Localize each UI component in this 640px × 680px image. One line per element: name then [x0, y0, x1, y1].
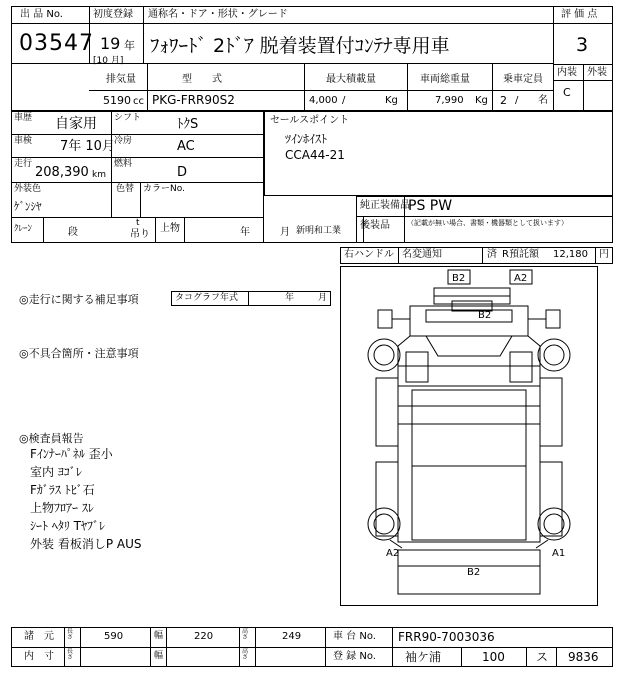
- width-label: 幅: [154, 631, 164, 641]
- equipment-label: 純正装備品: [360, 200, 410, 211]
- vehicle-name: ﾌｫﾜｰﾄﾞ 2ﾄﾞｱ 脱着装置付ｺﾝﾃﾅ専用車: [150, 35, 450, 57]
- height-label: 高さ: [242, 628, 249, 641]
- report-item-2: 室内 ﾖｺﾞﾚ: [30, 465, 82, 479]
- height-value: 249: [282, 631, 302, 642]
- interior-grade-label: 内装: [557, 67, 577, 78]
- inspector-report-label: ◎検査員報告: [19, 432, 84, 445]
- km-unit: km: [92, 170, 106, 180]
- reg-label: 登 録 No.: [333, 651, 376, 662]
- body-label: 上物: [160, 223, 180, 234]
- fuel-value: D: [177, 165, 188, 180]
- tachograph-year: 年: [285, 293, 295, 303]
- mark-cab-front-left: B2: [452, 273, 466, 284]
- chassis-label: 車 台 No.: [333, 631, 376, 642]
- mileage-label: 走行: [14, 159, 33, 169]
- after-market-label: 後装品: [360, 220, 390, 231]
- truck-damage-diagram: [340, 266, 598, 606]
- shift-label: シフト: [114, 113, 142, 123]
- interior-length-label: 長さ: [67, 648, 74, 661]
- interior-grade: C: [563, 86, 571, 99]
- gvw-value: 7,990: [435, 95, 464, 106]
- max-load-value: 4,000: [309, 95, 338, 106]
- reg-kana: ス: [536, 650, 549, 664]
- max-load-label: 最大積載量: [326, 74, 376, 85]
- mileage-value: 208,390: [35, 165, 89, 180]
- body-month: 月: [280, 227, 290, 238]
- capacity-value: 2: [500, 94, 507, 107]
- mark-rear-left: A2: [386, 548, 400, 559]
- equipment-value: PS PW: [408, 198, 453, 214]
- tachograph-month: 月: [318, 293, 328, 303]
- color-change-label: 色替: [116, 184, 135, 194]
- interior-height-label: 高さ: [242, 648, 249, 661]
- color-label: 外装色: [14, 184, 42, 194]
- interior-width-label: 幅: [154, 651, 164, 661]
- mark-cab-front-right: A2: [514, 273, 528, 284]
- report-item-5: ｼｰﾄ ﾍﾀﾘ Tﾔﾌﾞﾚ: [30, 519, 105, 533]
- sales-point-label: セールスポイント: [270, 115, 350, 126]
- mark-rear-right: A1: [552, 548, 566, 559]
- dims-label: 諸 元: [24, 631, 54, 642]
- length-label: 長さ: [67, 628, 74, 641]
- tachograph-label: タコグラフ年式: [175, 293, 239, 303]
- width-value: 220: [194, 631, 214, 642]
- first-reg-month: [10 月]: [93, 56, 124, 66]
- reg-number: 9836: [568, 650, 599, 664]
- recycle-done-label: 済: [487, 249, 497, 260]
- overall-grade: 3: [576, 34, 589, 56]
- color-value: ｹﾞﾝｼﾔ: [14, 200, 42, 213]
- exterior-grade-label: 外装: [587, 67, 607, 78]
- recycle-unit: 円: [599, 249, 609, 260]
- shift-value: ﾄｸS: [177, 117, 199, 132]
- displacement-value: 5190: [103, 94, 131, 107]
- inspection-label: 車検: [14, 136, 33, 146]
- report-item-3: Fｶﾞﾗｽ ﾄﾋﾞ石: [30, 483, 95, 497]
- history-value: 自家用: [55, 116, 97, 132]
- reg-area: 袖ケ浦: [405, 650, 442, 664]
- max-load-unit: Kg: [385, 95, 398, 106]
- reg-class: 100: [482, 650, 505, 664]
- defects-label: ◎不具合箇所・注意事項: [19, 347, 139, 360]
- rhd-label: 右ハンドル: [344, 249, 394, 260]
- mark-cab-roof: B2: [478, 310, 492, 321]
- mark-rear-center: B2: [467, 567, 481, 578]
- chassis-number: FRR90-7003036: [398, 630, 495, 644]
- inspection-value: 7年 10月: [60, 139, 115, 154]
- max-load-slash: /: [342, 95, 346, 106]
- report-item-1: Fｲﾝﾅｰﾊﾟﾈﾙ 歪小: [30, 447, 113, 461]
- ac-label: 冷房: [114, 136, 133, 146]
- vehicle-name-label: 通称名・ドア・形状・グレード: [148, 9, 288, 20]
- gvw-label: 車両総重量: [420, 74, 470, 85]
- name-change-label: 名変通知: [402, 249, 442, 260]
- body-maker: 新明和工業: [296, 226, 342, 236]
- color-no-label: カラーNo.: [143, 184, 185, 194]
- year-unit: 年: [124, 39, 135, 52]
- report-item-4: 上物ﾌﾛｱｰ ｽﾚ: [30, 501, 94, 515]
- lot-no-label: 出 品 No.: [20, 9, 63, 20]
- grade-label: 評 価 点: [561, 9, 598, 20]
- lot-number: 03547: [19, 31, 94, 56]
- crane-ton-mark: t: [136, 218, 140, 228]
- crane-ton: 吊り: [130, 229, 150, 240]
- capacity-sep: /: [515, 95, 519, 106]
- model-code: PKG-FRR90S2: [152, 93, 235, 107]
- cc-unit: cc: [133, 96, 144, 107]
- first-reg-label: 初度登録: [93, 9, 133, 20]
- displacement-label: 排気量: [106, 74, 136, 85]
- driving-notes-label: ◎走行に関する補足事項: [19, 293, 139, 306]
- model-label: 型 式: [182, 74, 222, 85]
- sales-point-line1: ﾂｲﾝﾎｲｽﾄ: [285, 132, 328, 146]
- length-value: 590: [104, 631, 124, 642]
- ac-value: AC: [177, 139, 195, 154]
- recycle-amount: 12,180: [553, 249, 588, 260]
- interior-dims-label: 内 寸: [24, 651, 54, 662]
- gvw-unit: Kg: [475, 95, 488, 106]
- crane-label: ｸﾚｰﾝ: [14, 224, 33, 234]
- history-label: 車歴: [14, 113, 33, 123]
- recycle-label: R預託額: [502, 249, 539, 260]
- crane-stage: 段: [68, 227, 78, 238]
- sales-point-line2: CCA44-21: [285, 148, 345, 162]
- report-item-6: 外装 看板消しP AUS: [30, 537, 142, 551]
- body-year: 年: [240, 227, 250, 238]
- capacity-unit: 名: [538, 95, 548, 106]
- capacity-label: 乗車定員: [503, 74, 543, 85]
- fuel-label: 燃料: [114, 159, 133, 169]
- first-reg-year: 19: [100, 34, 121, 53]
- after-market-note: （記載が無い場合、書類・機器類として扱います）: [407, 219, 568, 227]
